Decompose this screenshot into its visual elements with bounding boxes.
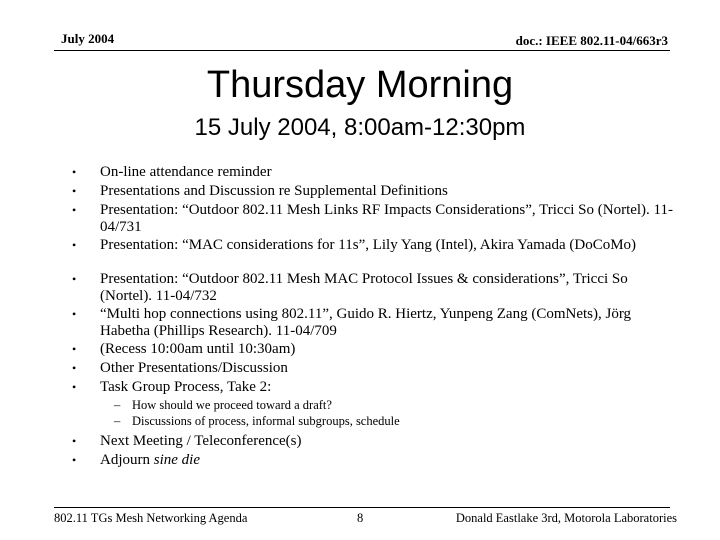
bullet-icon: •	[72, 165, 77, 179]
footer-agenda-label: 802.11 TGs Mesh Networking Agenda	[54, 511, 248, 525]
header-date: July 2004	[61, 31, 115, 46]
footer-page-number: 8	[357, 511, 364, 525]
agenda-subitem: Discussions of process, informal subgroups, schedule	[132, 414, 400, 428]
next-meeting-item: Next Meeting / Teleconference(s)	[100, 433, 302, 449]
bullet-icon: •	[72, 453, 77, 467]
agenda-item: Presentation: “Outdoor 802.11 Mesh MAC Protocol Issues & considerations”, Tricci So (Nortel). 11-04/732	[100, 271, 628, 304]
agenda-item: “Multi hop connections using 802.11”, Guido R. Hiertz, Yunpeng Zang (ComNets), Jörg Habetha (Phillips Research). 11-04/709	[100, 306, 632, 339]
agenda-item: (Recess 10:00am until 10:30am)	[100, 341, 296, 357]
agenda-item: On-line attendance reminder	[100, 164, 272, 180]
agenda-item: Presentation: “MAC considerations for 11s”, Lily Yang (Intel), Akira Yamada (DoCoMo)	[100, 237, 637, 253]
bullet-icon: •	[72, 342, 77, 356]
bullet-icon: •	[72, 361, 77, 375]
agenda-item: Task Group Process, Take 2:	[100, 379, 272, 395]
adjourn-italic-text: sine die	[153, 452, 200, 468]
dash-icon: –	[114, 414, 121, 428]
bullet-icon: •	[72, 203, 77, 217]
bullet-icon: •	[72, 272, 77, 286]
agenda-item: Presentations and Discussion re Supplemental Definitions	[100, 183, 448, 199]
bullet-icon: •	[72, 380, 77, 394]
adjourn-text: Adjourn	[100, 452, 154, 468]
adjourn-item	[100, 452, 680, 469]
footer-author: Donald Eastlake 3rd, Motorola Laboratories	[455, 511, 677, 525]
agenda-item: Other Presentations/Discussion	[100, 360, 288, 376]
slide-title: Thursday Morning	[206, 64, 514, 106]
agenda-subitem: How should we proceed toward a draft?	[132, 398, 332, 412]
bullet-icon: •	[72, 434, 77, 448]
dash-icon: –	[114, 398, 121, 412]
bullet-icon: •	[72, 307, 77, 321]
header-doc-id: doc.: IEEE 802.11-04/663r3	[515, 33, 668, 48]
footer-rule	[54, 507, 670, 508]
agenda-item: Presentation: “Outdoor 802.11 Mesh Links RF Impacts Considerations”, Tricci So (Nortel). 11-04/731	[100, 202, 673, 235]
slide-subtitle: 15 July 2004, 8:00am-12:30pm	[194, 114, 526, 141]
bullet-icon: •	[72, 238, 77, 252]
bullet-icon: •	[72, 184, 77, 198]
